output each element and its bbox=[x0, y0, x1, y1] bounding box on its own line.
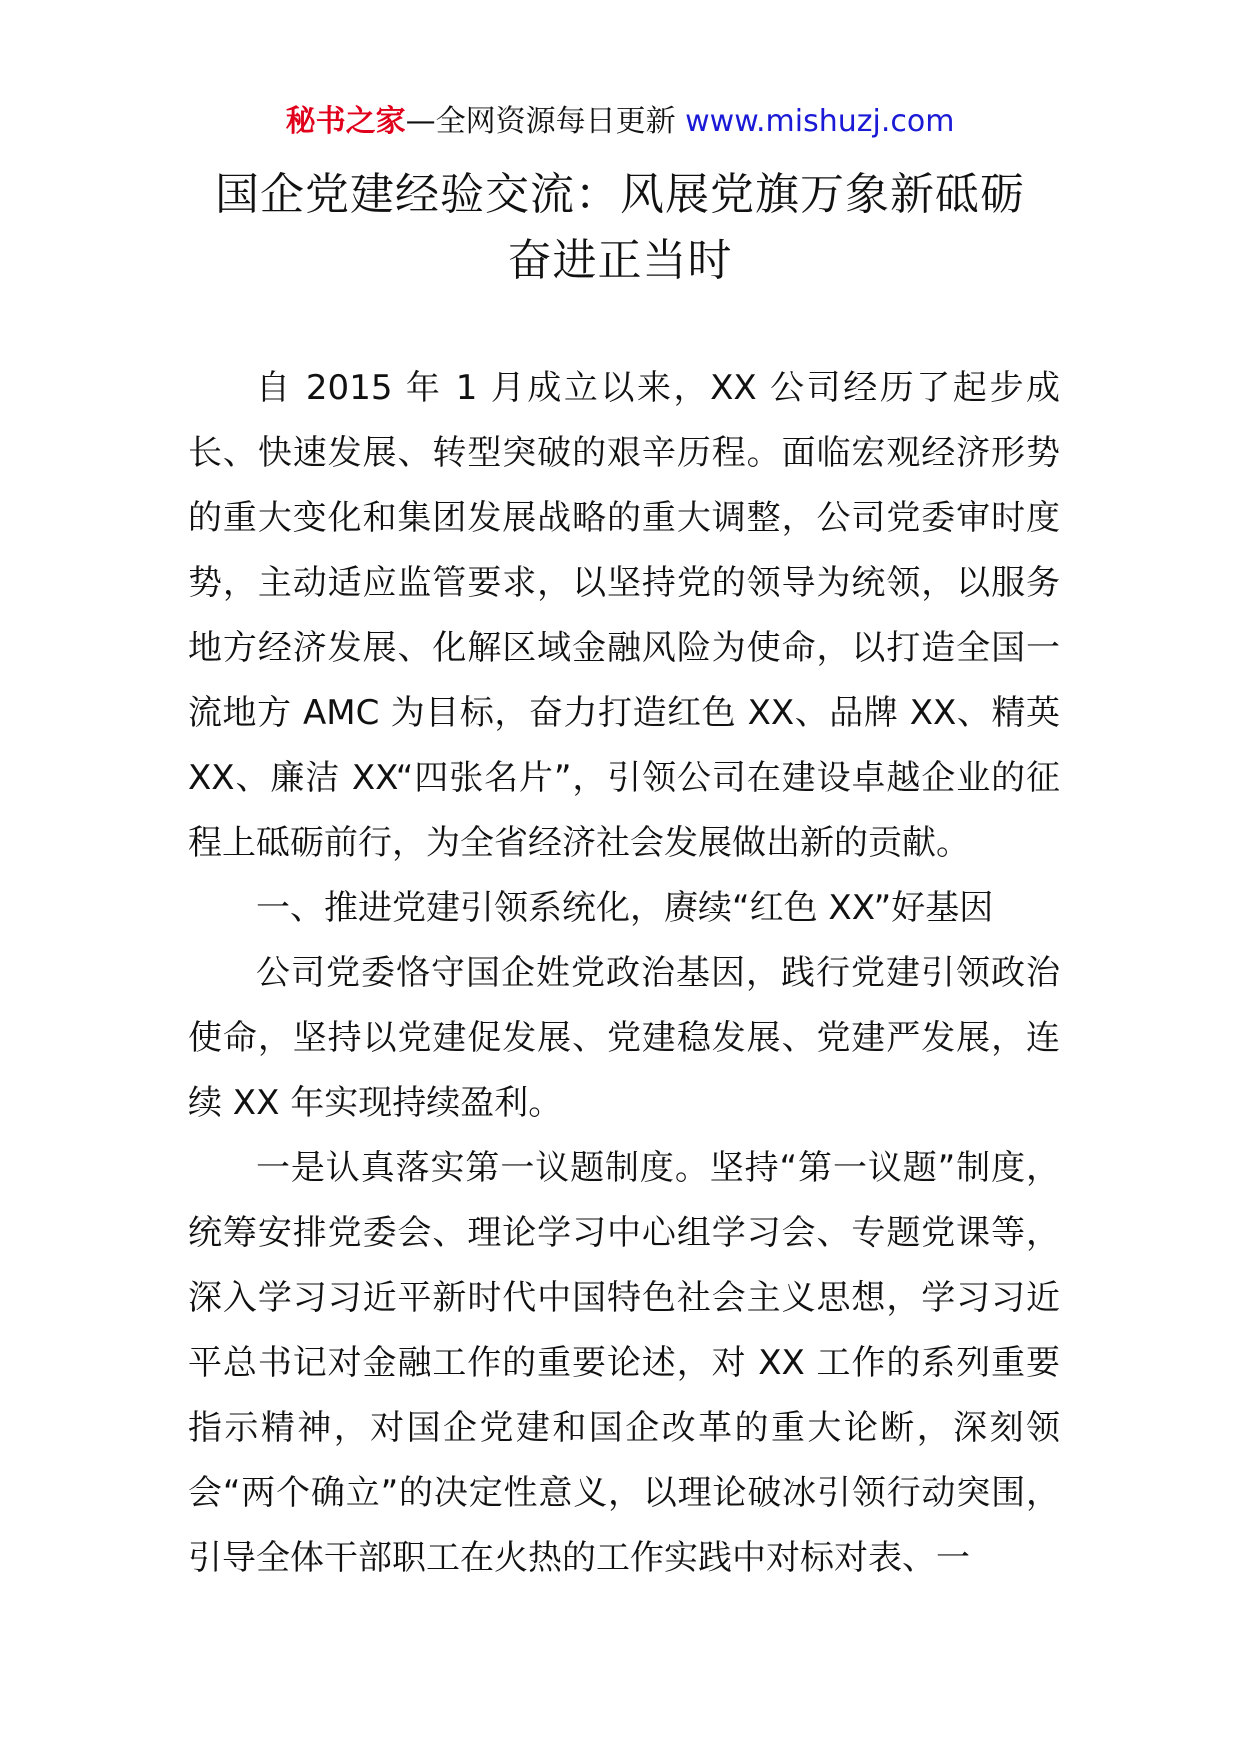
brand-name: 秘书之家 bbox=[285, 104, 406, 139]
paragraph-section-intro: 公司党委恪守国企姓党政治基因，践行党建引领政治使命，坚持以党建促发展、党建稳发展、党建严发展，连续 XX 年实现持续盈利。 bbox=[188, 953, 1060, 1123]
page-header bbox=[0, 102, 1240, 142]
section-heading: 一、推进党建引领系统化，赓续“红色 XX”好基因 bbox=[256, 888, 994, 928]
paragraph-intro: 自 2015 年 1 月成立以来，XX 公司经历了起步成长、快速发展、转型突破的艰辛历程。面临宏观经济形势的重大变化和集团发展战略的重大调整，公司党委审时度势，主动适应监管要求，以坚持党的领导为统领，以服务地方经济发展、化解区域金融风险为使命，以打造全国一流地方 AMC 为目标，奋力打造红色 XX、品牌 XX、精英 XX、廉洁 XX“四张名片”，引领公司在建设卓越企业的征程上砥砺前行，为全省经济社会发展做出新的贡献。 bbox=[188, 368, 1060, 863]
document-title bbox=[190, 162, 1050, 294]
header-tagline: —全网资源每日更新 bbox=[405, 104, 686, 139]
document-body bbox=[188, 356, 1060, 1591]
title-line-1: 国企党建经验交流：风展党旗万象新砥砺 bbox=[215, 169, 1025, 220]
paragraph-point-one: 一是认真落实第一议题制度。坚持“第一议题”制度，统筹安排党委会、理论学习中心组学习会、专题党课等，深入学习习近平新时代中国特色社会主义思想，学习习近平总书记对金融工作的重要论述，对 XX 工作的系列重要指示精神，对国企党建和国企改革的重大论断，深刻领会“两个确立”的决定性意义，以理论破冰引领行动突围，引导全体干部职工在火热的工作实践中对标对表、一 bbox=[188, 1148, 1060, 1578]
header-url-link[interactable]: www.mishuzj.com bbox=[685, 104, 955, 139]
title-line-2: 奋进正当时 bbox=[507, 235, 733, 286]
